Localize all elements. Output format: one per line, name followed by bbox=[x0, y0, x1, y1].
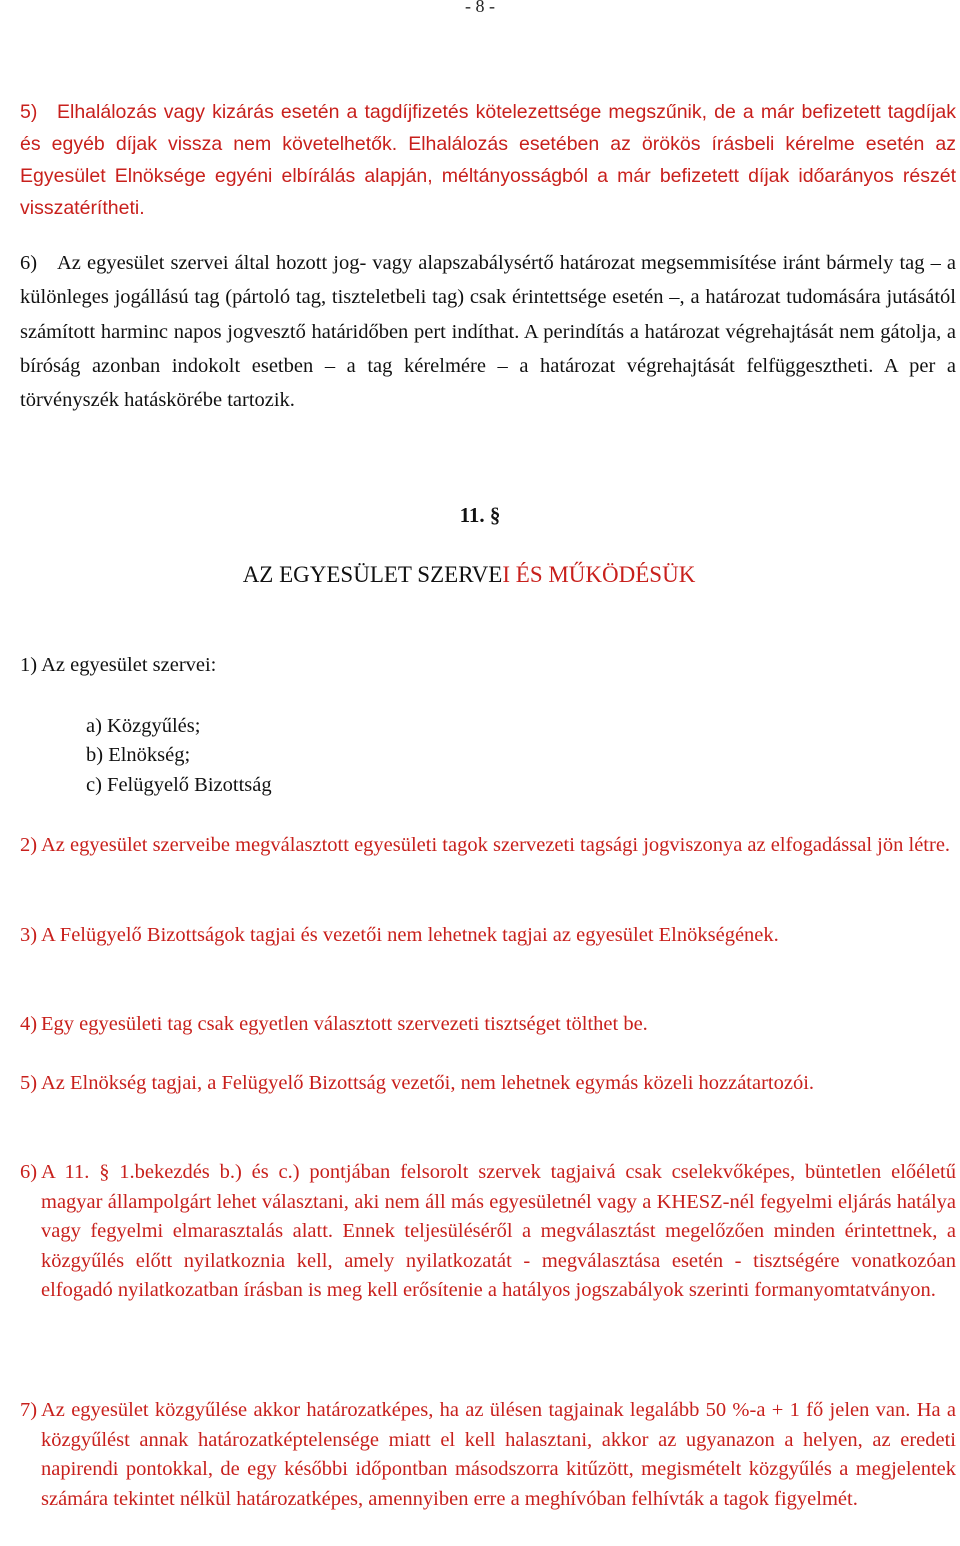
point-number: 7) bbox=[20, 1399, 38, 1421]
point-text: Az Elnökség tagjai, a Felügyelő Bizottság vezetői, nem lehetnek egymás közeli hozzátartozói. bbox=[41, 1072, 815, 1094]
point-number: 6) bbox=[20, 1161, 38, 1183]
point-number: 5) bbox=[20, 1072, 38, 1094]
paragraph-text: Elhalálozás vagy kizárás esetén a tagdíjfizetés kötelezettsége megszűnik, de a már befizetett tagdíjak és egyéb díjak vissza nem követelhetők. Elhalálozás esetében az örökös írásbeli kérelme esetén az Egyesület Elnöksége egyéni elbírálás alapján, méltányosságból a már befizetett díjak időarányos részét visszatérítheti. bbox=[20, 101, 956, 219]
point-4 bbox=[20, 1010, 956, 1040]
point-7 bbox=[20, 1396, 956, 1514]
point-6 bbox=[20, 1158, 956, 1306]
paragraph-text: Az egyesület szervei által hozott jog- vagy alapszabálysértő határozat megsemmisítése iránt bármely tag – a különleges jogállású tag (pártoló tag, tiszteletbeli tag) csak érintettsége esetén –, a határozat tudomására jutásától számított harminc napos jogvesztő határidőben pert indíthat. A perindítás a határozat végrehajtását nem gátolja, a bíróság azonban indokolt esetben – a tag kérelmére – a határozat végrehajtását felfüggesztheti. A per a törvényszék hatáskörébe tartozik. bbox=[20, 252, 956, 412]
point-5 bbox=[20, 1069, 956, 1099]
section-title-part-red: I ÉS MŰKÖDÉSÜK bbox=[502, 562, 696, 587]
section-number: 11. § bbox=[459, 503, 501, 527]
point-number: 2) bbox=[20, 834, 38, 856]
point-number: 3) bbox=[20, 924, 38, 946]
organs-intro: 1) Az egyesület szervei: bbox=[20, 654, 217, 676]
point-2 bbox=[20, 831, 956, 861]
point-text: A 11. § 1.bekezdés b.) és c.) pontjában felsorolt szervek tagjaivá csak cselekvőképes, büntetlen előéletű magyar állampolgárt lehet választani, aki nem áll más egyesületnél vagy a KHESZ-nél fegyelmi eljárás hatálya vagy fegyelmi elmarasztalás alatt. Ennek teljesüléséről a megválasztást megelőzően minden érintettnek, a közgyűlés előtt nyilatkoznia kell, amely nyilatkozatát - megválasztása esetén - tisztségére vonatkozóan elfogadó nyilatkozatban írásban is meg kell erősítenie a hatályos jogszabályok szerinti formanyomtatványon. bbox=[41, 1161, 956, 1301]
point-number: 4) bbox=[20, 1013, 38, 1035]
page-number: - 8 - bbox=[465, 0, 495, 16]
organ-item: a) Közgyűlés; bbox=[86, 715, 201, 737]
point-3 bbox=[20, 921, 956, 951]
point-text: Egy egyesületi tag csak egyetlen választott szervezeti tisztséget tölthet be. bbox=[41, 1013, 648, 1035]
paragraph-number: 5) bbox=[20, 101, 38, 123]
organ-item: c) Felügyelő Bizottság bbox=[86, 774, 272, 796]
section-title-part: AZ EGYESÜLET SZERVE bbox=[242, 562, 503, 587]
organ-item: b) Elnökség; bbox=[86, 744, 191, 766]
point-text: Az egyesület szerveibe megválasztott egyesületi tagok szervezeti tagsági jogviszonya az elfogadással jön létre. bbox=[41, 834, 951, 856]
paragraph-6 bbox=[20, 246, 956, 417]
paragraph-number: 6) bbox=[20, 252, 38, 274]
section-title bbox=[0, 562, 938, 588]
paragraph-5 bbox=[20, 96, 956, 224]
point-text: A Felügyelő Bizottságok tagjai és vezetői nem lehetnek tagjai az egyesület Elnökségének. bbox=[41, 924, 779, 946]
point-text: Az egyesület közgyűlése akkor határozatképes, ha az ülésen tagjainak legalább 50 %-a + 1 fő jelen van. Ha a közgyűlést annak határozatképtelensége miatt el kell halasztani, akkor az ugyanazon a helyen, az eredeti napirendi pontokkal, de egy későbbi időpontban másodszorra kitűzött, megismételt közgyűlés a megjelentek számára tekintet nélkül határozatképes, amennyiben erre a meghívóban felhívták a tagok figyelmét. bbox=[41, 1399, 956, 1510]
